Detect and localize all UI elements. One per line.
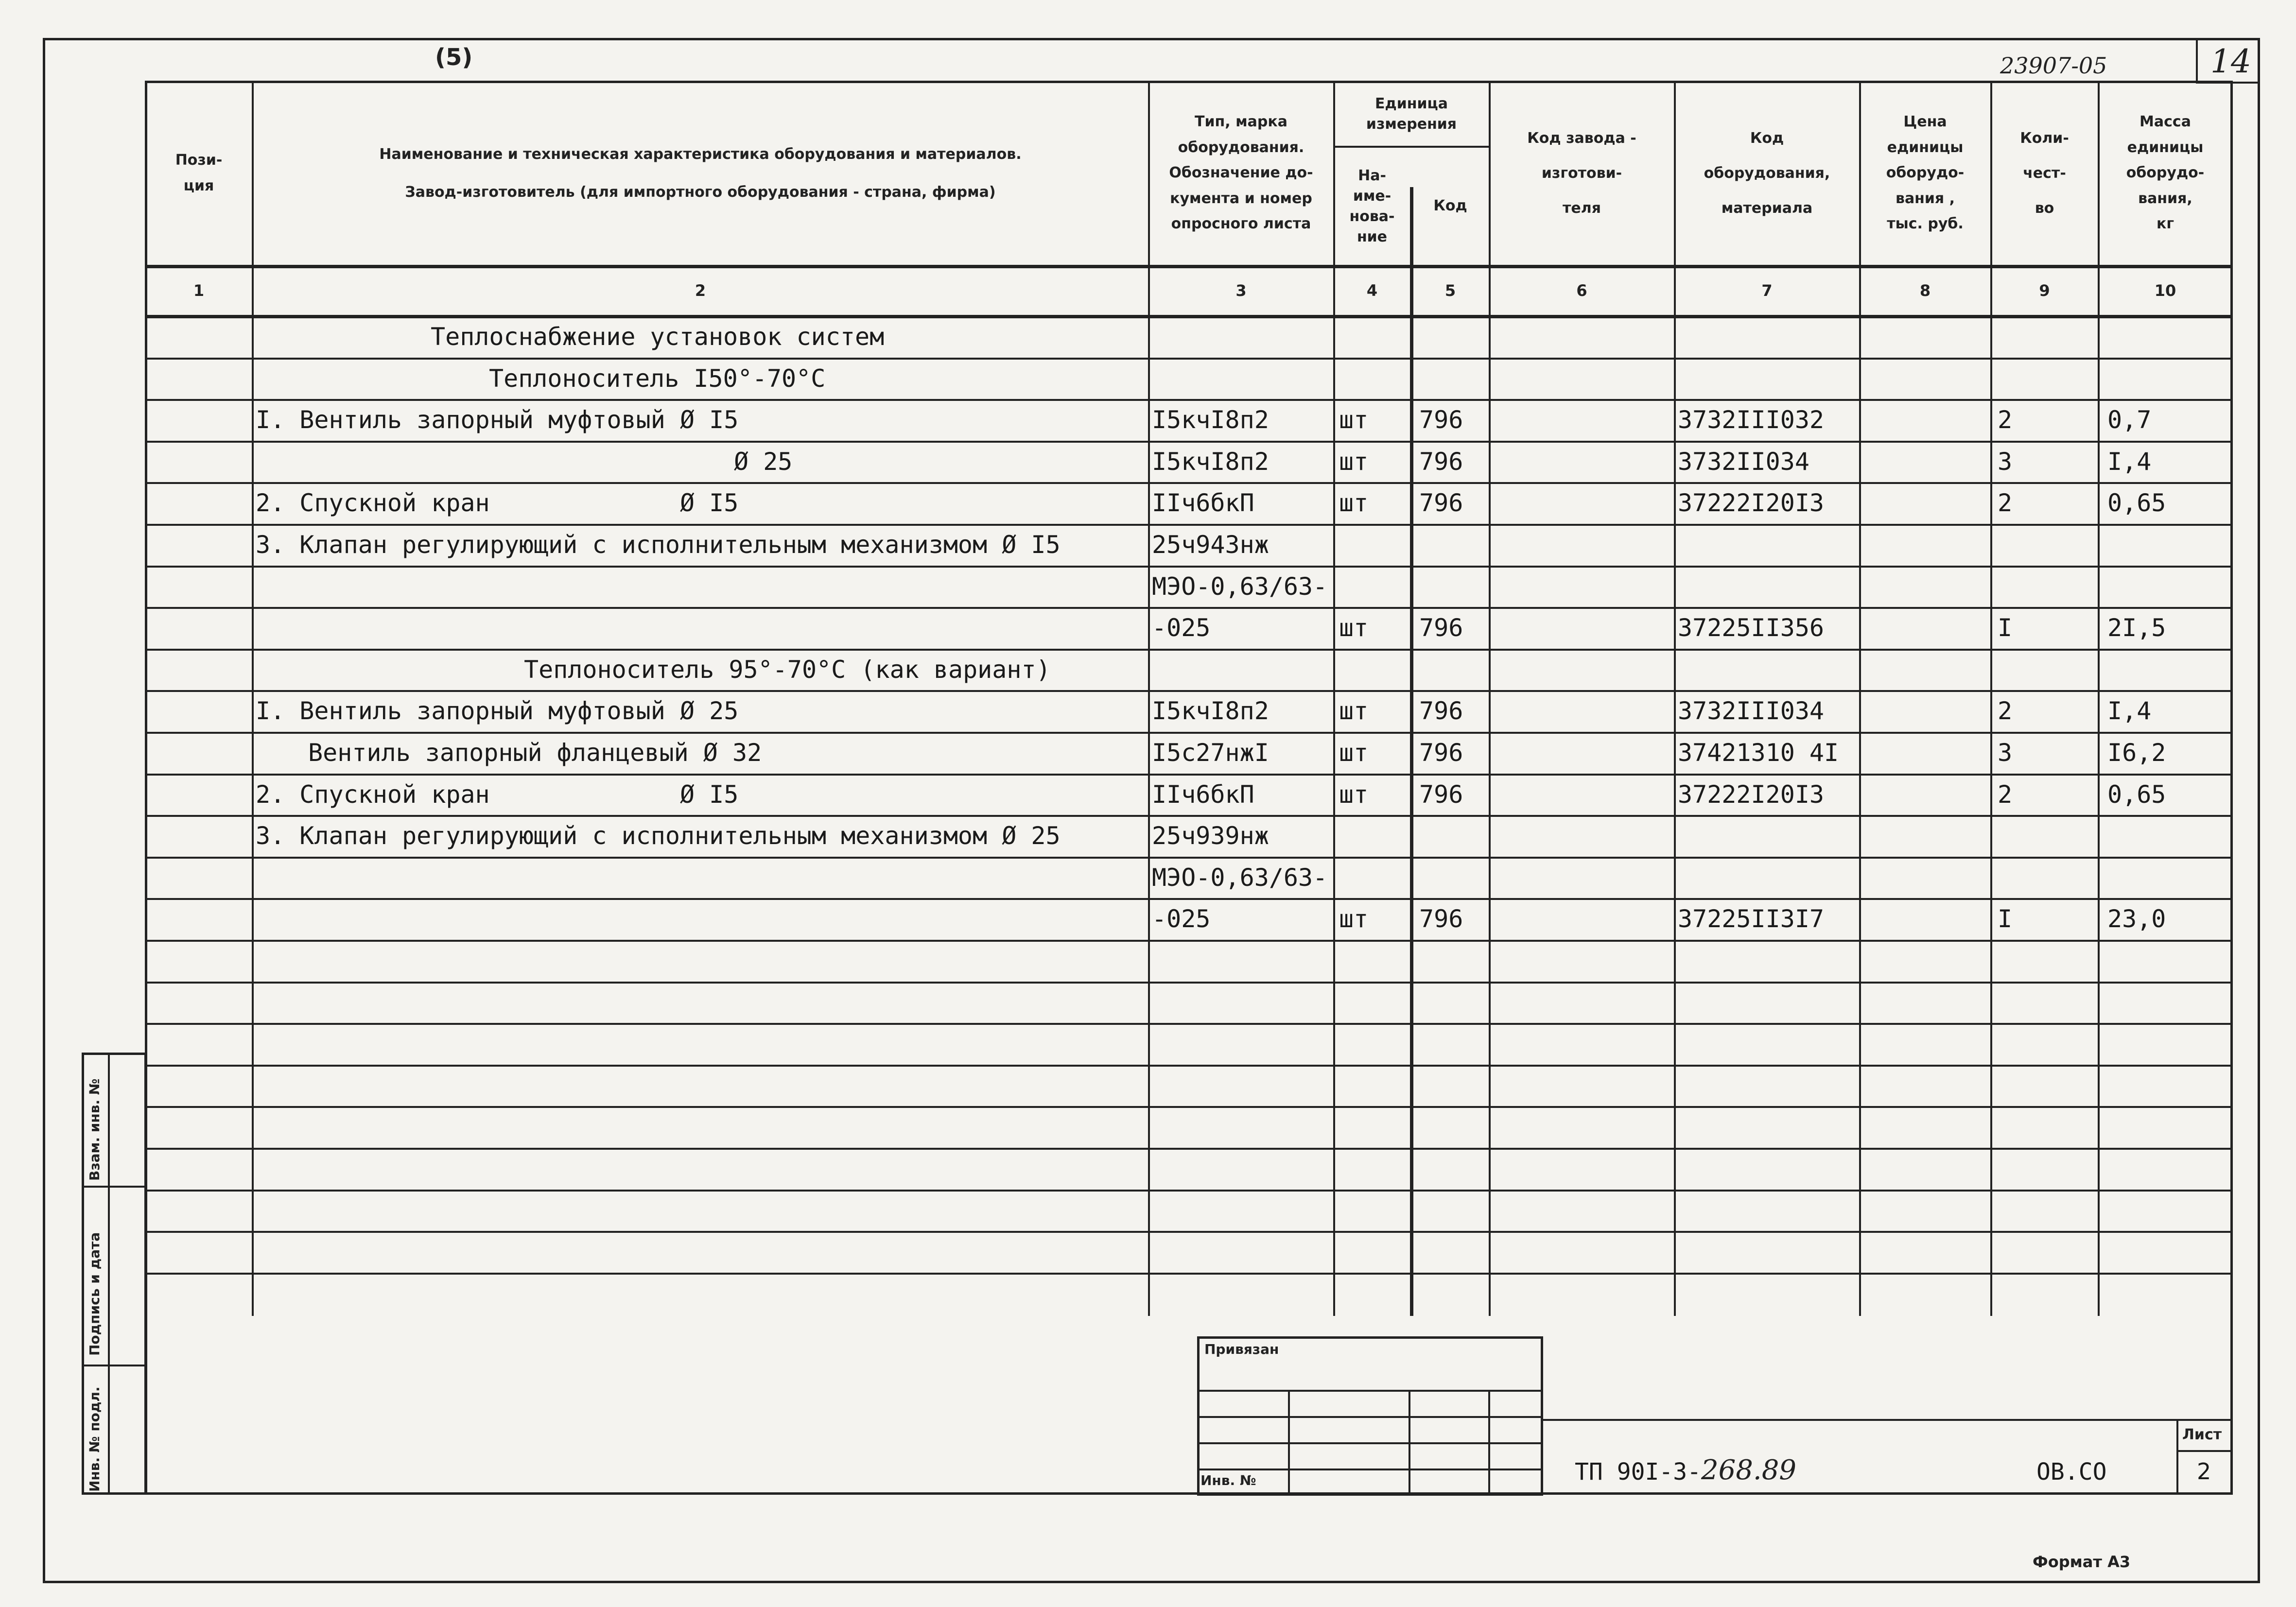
- item-name: I. Вентиль запорный муфтовый Ø 25: [256, 697, 739, 725]
- item-name: Теплоснабжение установок систем: [431, 323, 885, 351]
- col-number-10: 10: [2154, 281, 2176, 300]
- row-line: [146, 815, 2232, 817]
- header-name: Наименование и техническая характеристика оборудования и материалов. Завод-изготовитель (для импортного оборудования - страна, фирма): [379, 145, 1022, 201]
- sheet-box-left: [2176, 1419, 2178, 1495]
- side-inventory-no: Инв. № подл.: [87, 1386, 103, 1492]
- doc-mark: ОВ.СО: [2036, 1458, 2107, 1486]
- row-line: [146, 1273, 2232, 1275]
- item-unit-code: 796: [1419, 489, 1463, 517]
- col-number-3: 3: [1235, 281, 1247, 300]
- header-price: Цена единицы оборудо- вания , тыс. руб.: [1886, 113, 1965, 233]
- header-unit-title: Единица измерения: [1366, 95, 1457, 133]
- item-material-code: 3732III032: [1678, 406, 1825, 434]
- row-line: [146, 732, 2232, 734]
- attached-line-4: [1198, 1469, 1542, 1470]
- page-mark-divider: [2196, 39, 2198, 82]
- item-mass: I6,2: [2107, 739, 2166, 767]
- item-unit: шт: [1339, 406, 1369, 434]
- item-unit: шт: [1339, 697, 1369, 725]
- col-number-7: 7: [1761, 281, 1773, 300]
- item-name: 3. Клапан регулирующий с исполнительным механизмом Ø 25: [256, 822, 1061, 850]
- inv-no-label: Инв. №: [1200, 1472, 1256, 1488]
- side-signature-date: Подпись и дата: [87, 1232, 103, 1356]
- section-number: (5): [435, 44, 473, 71]
- item-type: -025: [1152, 614, 1211, 642]
- row-line: [146, 690, 2232, 692]
- item-name: 2. Спускной кран Ø I5: [256, 489, 739, 517]
- row-line: [146, 1231, 2232, 1233]
- item-material-code: 37225II356: [1678, 614, 1825, 642]
- header-unit-name: На- име- нова- ние: [1349, 167, 1395, 245]
- item-type: МЭО-0,63/63-: [1152, 864, 1328, 892]
- item-name: Теплоноситель I50°-70°C: [489, 364, 826, 393]
- item-type: 25ч943нж: [1152, 531, 1269, 559]
- header-position: Пози- ция: [175, 152, 223, 194]
- row-line: [146, 482, 2232, 484]
- row-line: [146, 982, 2232, 984]
- attached-col-2: [1409, 1391, 1410, 1495]
- row-line: [146, 1148, 2232, 1150]
- side-stamp-line-2: [83, 1365, 146, 1366]
- item-name: 2. Спускной кран Ø I5: [256, 780, 739, 809]
- row-line: [146, 898, 2232, 900]
- item-quantity: 2: [1998, 780, 2013, 809]
- row-line: [146, 1106, 2232, 1108]
- item-unit-code: 796: [1419, 406, 1463, 434]
- item-type: I5с27нжI: [1152, 739, 1269, 767]
- item-unit-code: 796: [1419, 614, 1463, 642]
- header-material-code: Код оборудования, материала: [1704, 129, 1830, 217]
- attached-line-2: [1198, 1416, 1542, 1418]
- item-quantity: I: [1998, 905, 2013, 933]
- row-line: [146, 940, 2232, 942]
- row-line: [146, 649, 2232, 651]
- col-number-8: 8: [1919, 281, 1931, 300]
- item-mass: 0,65: [2107, 780, 2166, 809]
- item-unit: шт: [1339, 489, 1369, 517]
- row-line: [146, 524, 2232, 526]
- item-material-code: 37421310 4I: [1678, 739, 1839, 767]
- row-line: [146, 399, 2232, 401]
- col-number-9: 9: [2039, 281, 2050, 300]
- doc-code-printed: ТП 90I-3-: [1575, 1458, 1702, 1486]
- item-material-code: 3732II034: [1678, 448, 1809, 476]
- item-type: I5кчI8п2: [1152, 448, 1269, 476]
- item-type: IIч6бкП: [1152, 489, 1254, 517]
- side-stamp-line-1: [83, 1186, 146, 1188]
- page-mark: 14: [2210, 43, 2251, 80]
- row-line: [146, 566, 2232, 568]
- col-number-4: 4: [1366, 281, 1378, 300]
- attached-col-1: [1288, 1391, 1290, 1495]
- doc-ref-top: 23907-05: [2000, 52, 2107, 79]
- item-unit-code: 796: [1419, 905, 1463, 933]
- item-quantity: 2: [1998, 697, 2013, 725]
- item-unit: шт: [1339, 448, 1369, 476]
- item-unit-code: 796: [1419, 780, 1463, 809]
- side-replacement-no: Взам. инв. №: [87, 1078, 103, 1181]
- item-unit: шт: [1339, 780, 1369, 809]
- item-unit-code: 796: [1419, 739, 1463, 767]
- item-name: Теплоноситель 95°-70°C (как вариант): [524, 656, 1051, 684]
- numbers-bottom-line: [145, 315, 2233, 318]
- header-unit-code: Код: [1433, 197, 1467, 215]
- sheet-box-mid: [2176, 1450, 2233, 1452]
- col-line-4: [1410, 187, 1413, 1316]
- item-quantity: I: [1998, 614, 2013, 642]
- side-stamp-divider: [108, 1054, 110, 1494]
- item-name: Вентиль запорный фланцевый Ø 32: [308, 739, 762, 767]
- item-mass: I,4: [2107, 448, 2152, 476]
- item-quantity: 3: [1998, 448, 2013, 476]
- item-mass: 2I,5: [2107, 614, 2166, 642]
- item-material-code: 37222I20I3: [1678, 780, 1825, 809]
- row-line: [146, 1190, 2232, 1192]
- item-name: I. Вентиль запорный муфтовый Ø I5: [256, 406, 739, 434]
- item-quantity: 3: [1998, 739, 2013, 767]
- item-material-code: 37225II3I7: [1678, 905, 1825, 933]
- row-line: [146, 441, 2232, 443]
- row-line: [146, 1065, 2232, 1067]
- item-name: 3. Клапан регулирующий с исполнительным механизмом Ø I5: [256, 531, 1061, 559]
- item-unit: шт: [1339, 614, 1369, 642]
- item-type: 25ч939нж: [1152, 822, 1269, 850]
- item-mass: I,4: [2107, 697, 2152, 725]
- row-line: [146, 1023, 2232, 1025]
- row-line: [146, 358, 2232, 360]
- row-line: [146, 857, 2232, 859]
- item-unit-code: 796: [1419, 697, 1463, 725]
- col-number-6: 6: [1576, 281, 1587, 300]
- sheet-number: 2: [2197, 1458, 2211, 1485]
- format-label: Формат А3: [2033, 1553, 2131, 1571]
- row-line: [146, 607, 2232, 609]
- item-type: I5кчI8п2: [1152, 697, 1269, 725]
- designation-top-line: [1543, 1419, 2233, 1421]
- item-unit: шт: [1339, 739, 1369, 767]
- item-quantity: 2: [1998, 489, 2013, 517]
- item-material-code: 3732III034: [1678, 697, 1825, 725]
- row-line: [146, 774, 2232, 776]
- item-unit: шт: [1339, 905, 1369, 933]
- col-number-1: 1: [193, 281, 205, 300]
- attached-line-1: [1198, 1390, 1542, 1392]
- item-type: IIч6бкП: [1152, 780, 1254, 809]
- item-unit-code: 796: [1419, 448, 1463, 476]
- doc-code-hand: 268.89: [1701, 1454, 1796, 1486]
- item-material-code: 37222I20I3: [1678, 489, 1825, 517]
- header-factory-code: Код завода - изготови- теля: [1527, 129, 1636, 217]
- header-quantity: Коли- чест- во: [2020, 129, 2069, 217]
- item-quantity: 2: [1998, 406, 2013, 434]
- item-mass: 23,0: [2107, 905, 2166, 933]
- col-number-2: 2: [695, 281, 706, 300]
- item-type: I5кчI8п2: [1152, 406, 1269, 434]
- item-mass: 0,65: [2107, 489, 2166, 517]
- item-mass: 0,7: [2107, 406, 2152, 434]
- header-mass: Масса единицы оборудо- вания, кг: [2126, 113, 2205, 233]
- item-type: -025: [1152, 905, 1211, 933]
- item-type: МЭО-0,63/63-: [1152, 572, 1328, 601]
- attached-col-3: [1488, 1391, 1490, 1495]
- sheet-label: Лист: [2182, 1426, 2222, 1443]
- attached-line-3: [1198, 1442, 1542, 1444]
- attached-label: Привязан: [1204, 1341, 1279, 1357]
- header-type: Тип, марка оборудования. Обозначение до- кумента и номер опросного листа: [1169, 113, 1313, 233]
- col-number-5: 5: [1444, 281, 1456, 300]
- item-name: Ø 25: [734, 448, 793, 476]
